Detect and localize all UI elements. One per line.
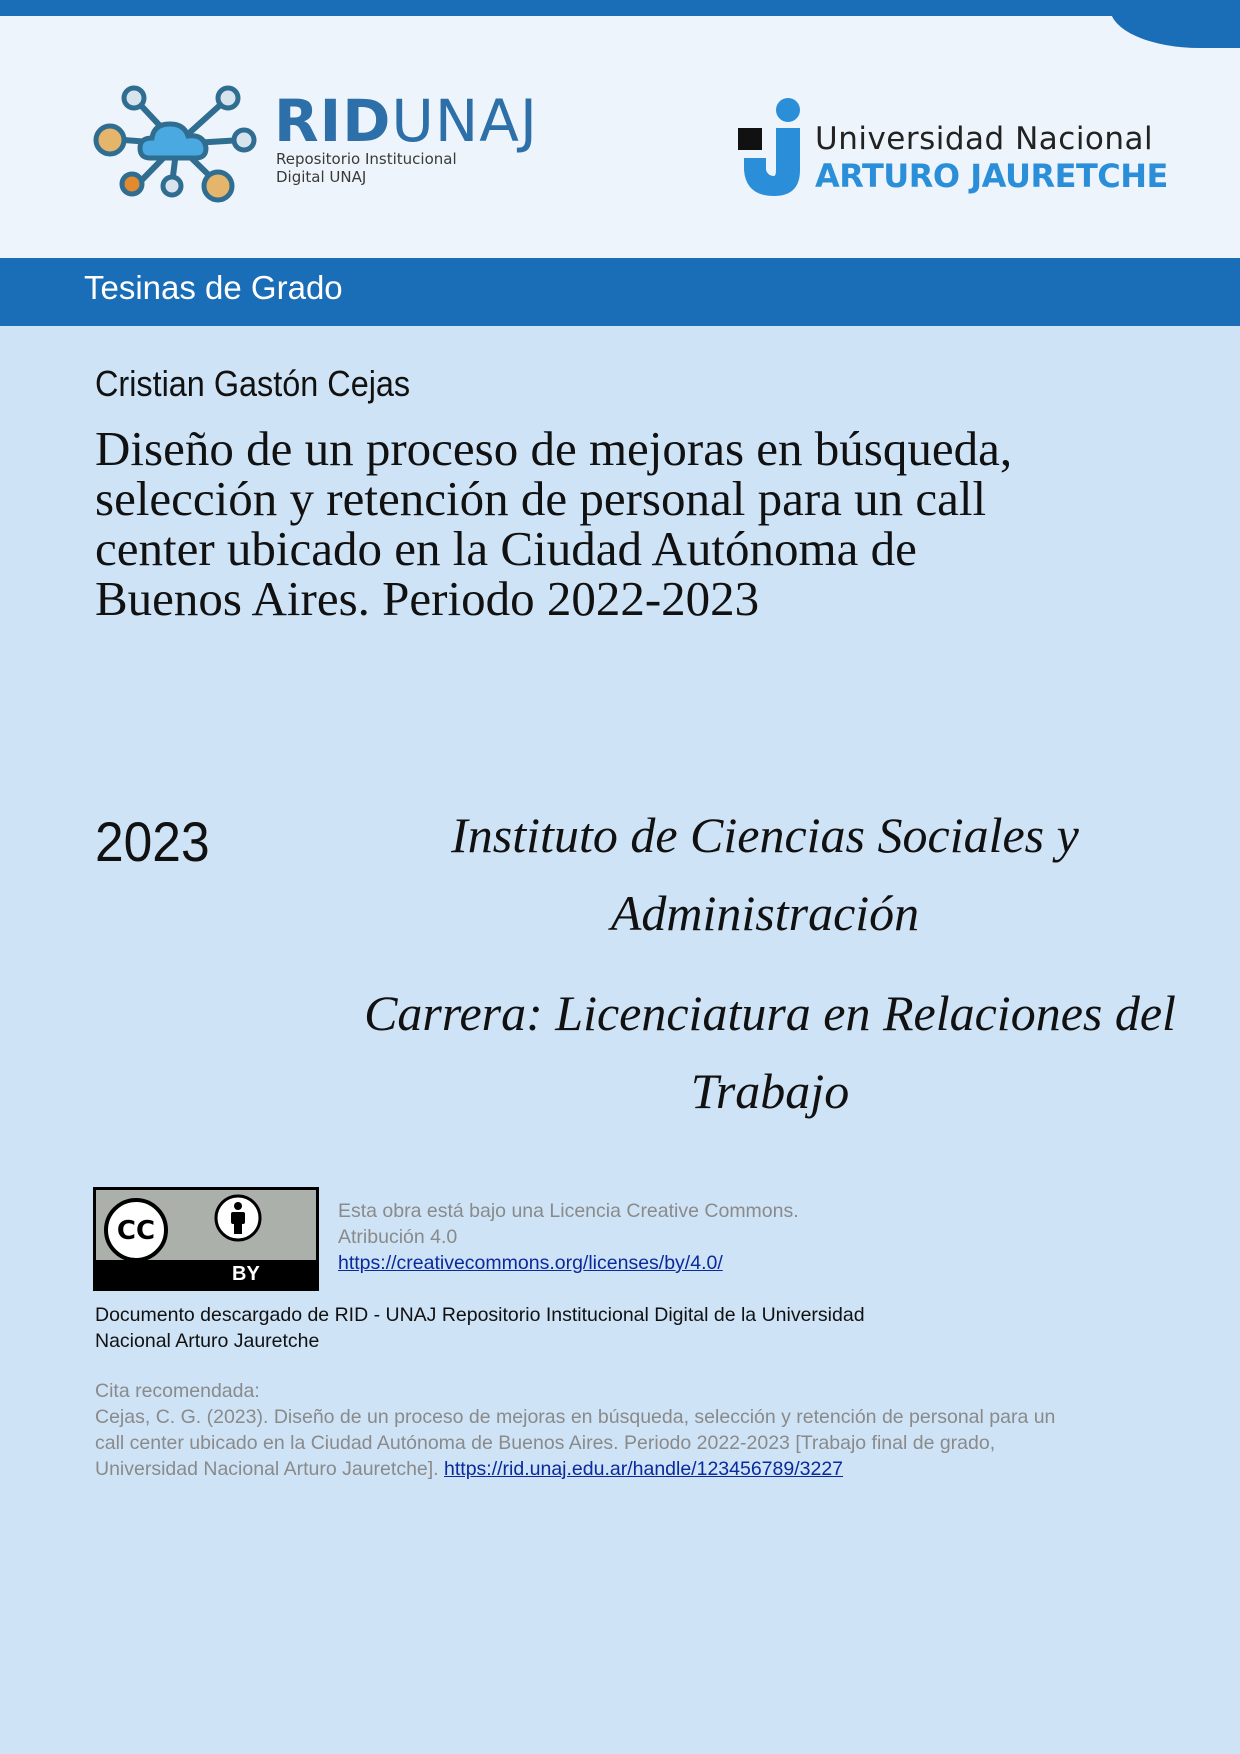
attribution-person-icon bbox=[214, 1194, 262, 1242]
citation-line: call center ubicado en la Ciudad Autónoma de Buenos Aires. Periodo 2022-2023 [Trabajo final de grado, bbox=[95, 1432, 996, 1454]
university-name-line1: Universidad Nacional bbox=[815, 121, 1154, 157]
cc-by-badge[interactable] bbox=[93, 1187, 319, 1291]
cc-badge-strip bbox=[96, 1260, 316, 1288]
institute-line: Administración bbox=[610, 885, 920, 941]
rid-subtitle bbox=[276, 150, 457, 186]
rid-subtitle-line: Digital UNAJ bbox=[276, 168, 367, 186]
career-line: Trabajo bbox=[690, 1063, 850, 1119]
cc-by-label: BY bbox=[232, 1263, 260, 1285]
category-label: Tesinas de Grado bbox=[84, 269, 343, 306]
license-notice bbox=[338, 1198, 799, 1276]
license-line: Atribución 4.0 bbox=[338, 1226, 458, 1248]
rid-wordmark-light: UNAJ bbox=[391, 87, 539, 155]
thesis-title bbox=[95, 421, 1175, 626]
creative-commons-icon bbox=[104, 1198, 168, 1262]
institute bbox=[350, 796, 1180, 952]
citation-heading: Cita recomendada: bbox=[95, 1380, 260, 1402]
unaj-j-logo-icon bbox=[738, 96, 806, 200]
citation-line: Universidad Nacional Arturo Jauretche]. bbox=[95, 1458, 439, 1480]
institute-line: Instituto de Ciencias Sociales y bbox=[451, 807, 1079, 863]
license-link[interactable]: https://creativecommons.org/licenses/by/4.0/ bbox=[338, 1252, 723, 1274]
rid-subtitle-line: Repositorio Institucional bbox=[276, 150, 457, 168]
cc-badge-text: CC bbox=[116, 1216, 156, 1246]
rid-wordmark-bold: RID bbox=[274, 87, 392, 155]
career bbox=[350, 974, 1190, 1130]
rid-wordmark bbox=[274, 87, 539, 155]
thesis-title-line: center ubicado en la Ciudad Autónoma de bbox=[95, 521, 917, 576]
top-strip bbox=[0, 0, 1240, 16]
download-note-line: Nacional Arturo Jauretche bbox=[95, 1330, 320, 1352]
thesis-author: Cristian Gastón Cejas bbox=[95, 363, 411, 404]
license-line: Esta obra está bajo una Licencia Creative Commons. bbox=[338, 1200, 799, 1222]
thesis-title-line: Diseño de un proceso de mejoras en búsqueda, bbox=[95, 421, 1013, 476]
citation-line: Cejas, C. G. (2023). Diseño de un proceso de mejoras en búsqueda, selección y retención de personal para un bbox=[95, 1406, 1056, 1428]
recommended-citation bbox=[95, 1378, 1155, 1482]
download-note-line: Documento descargado de RID - UNAJ Repositorio Institucional Digital de la Universidad bbox=[95, 1304, 865, 1326]
thesis-year: 2023 bbox=[95, 810, 210, 873]
citation-link[interactable]: https://rid.unaj.edu.ar/handle/123456789/3227 bbox=[444, 1458, 844, 1480]
cloud-network-logo-icon bbox=[92, 84, 262, 204]
download-note bbox=[95, 1302, 995, 1354]
thesis-title-line: Buenos Aires. Periodo 2022-2023 bbox=[95, 571, 760, 626]
thesis-title-line: selección y retención de personal para un call bbox=[95, 471, 987, 526]
university-name-line2: ARTURO JAURETCHE bbox=[815, 157, 1168, 195]
career-line: Carrera: Licenciatura en Relaciones del bbox=[364, 985, 1176, 1041]
